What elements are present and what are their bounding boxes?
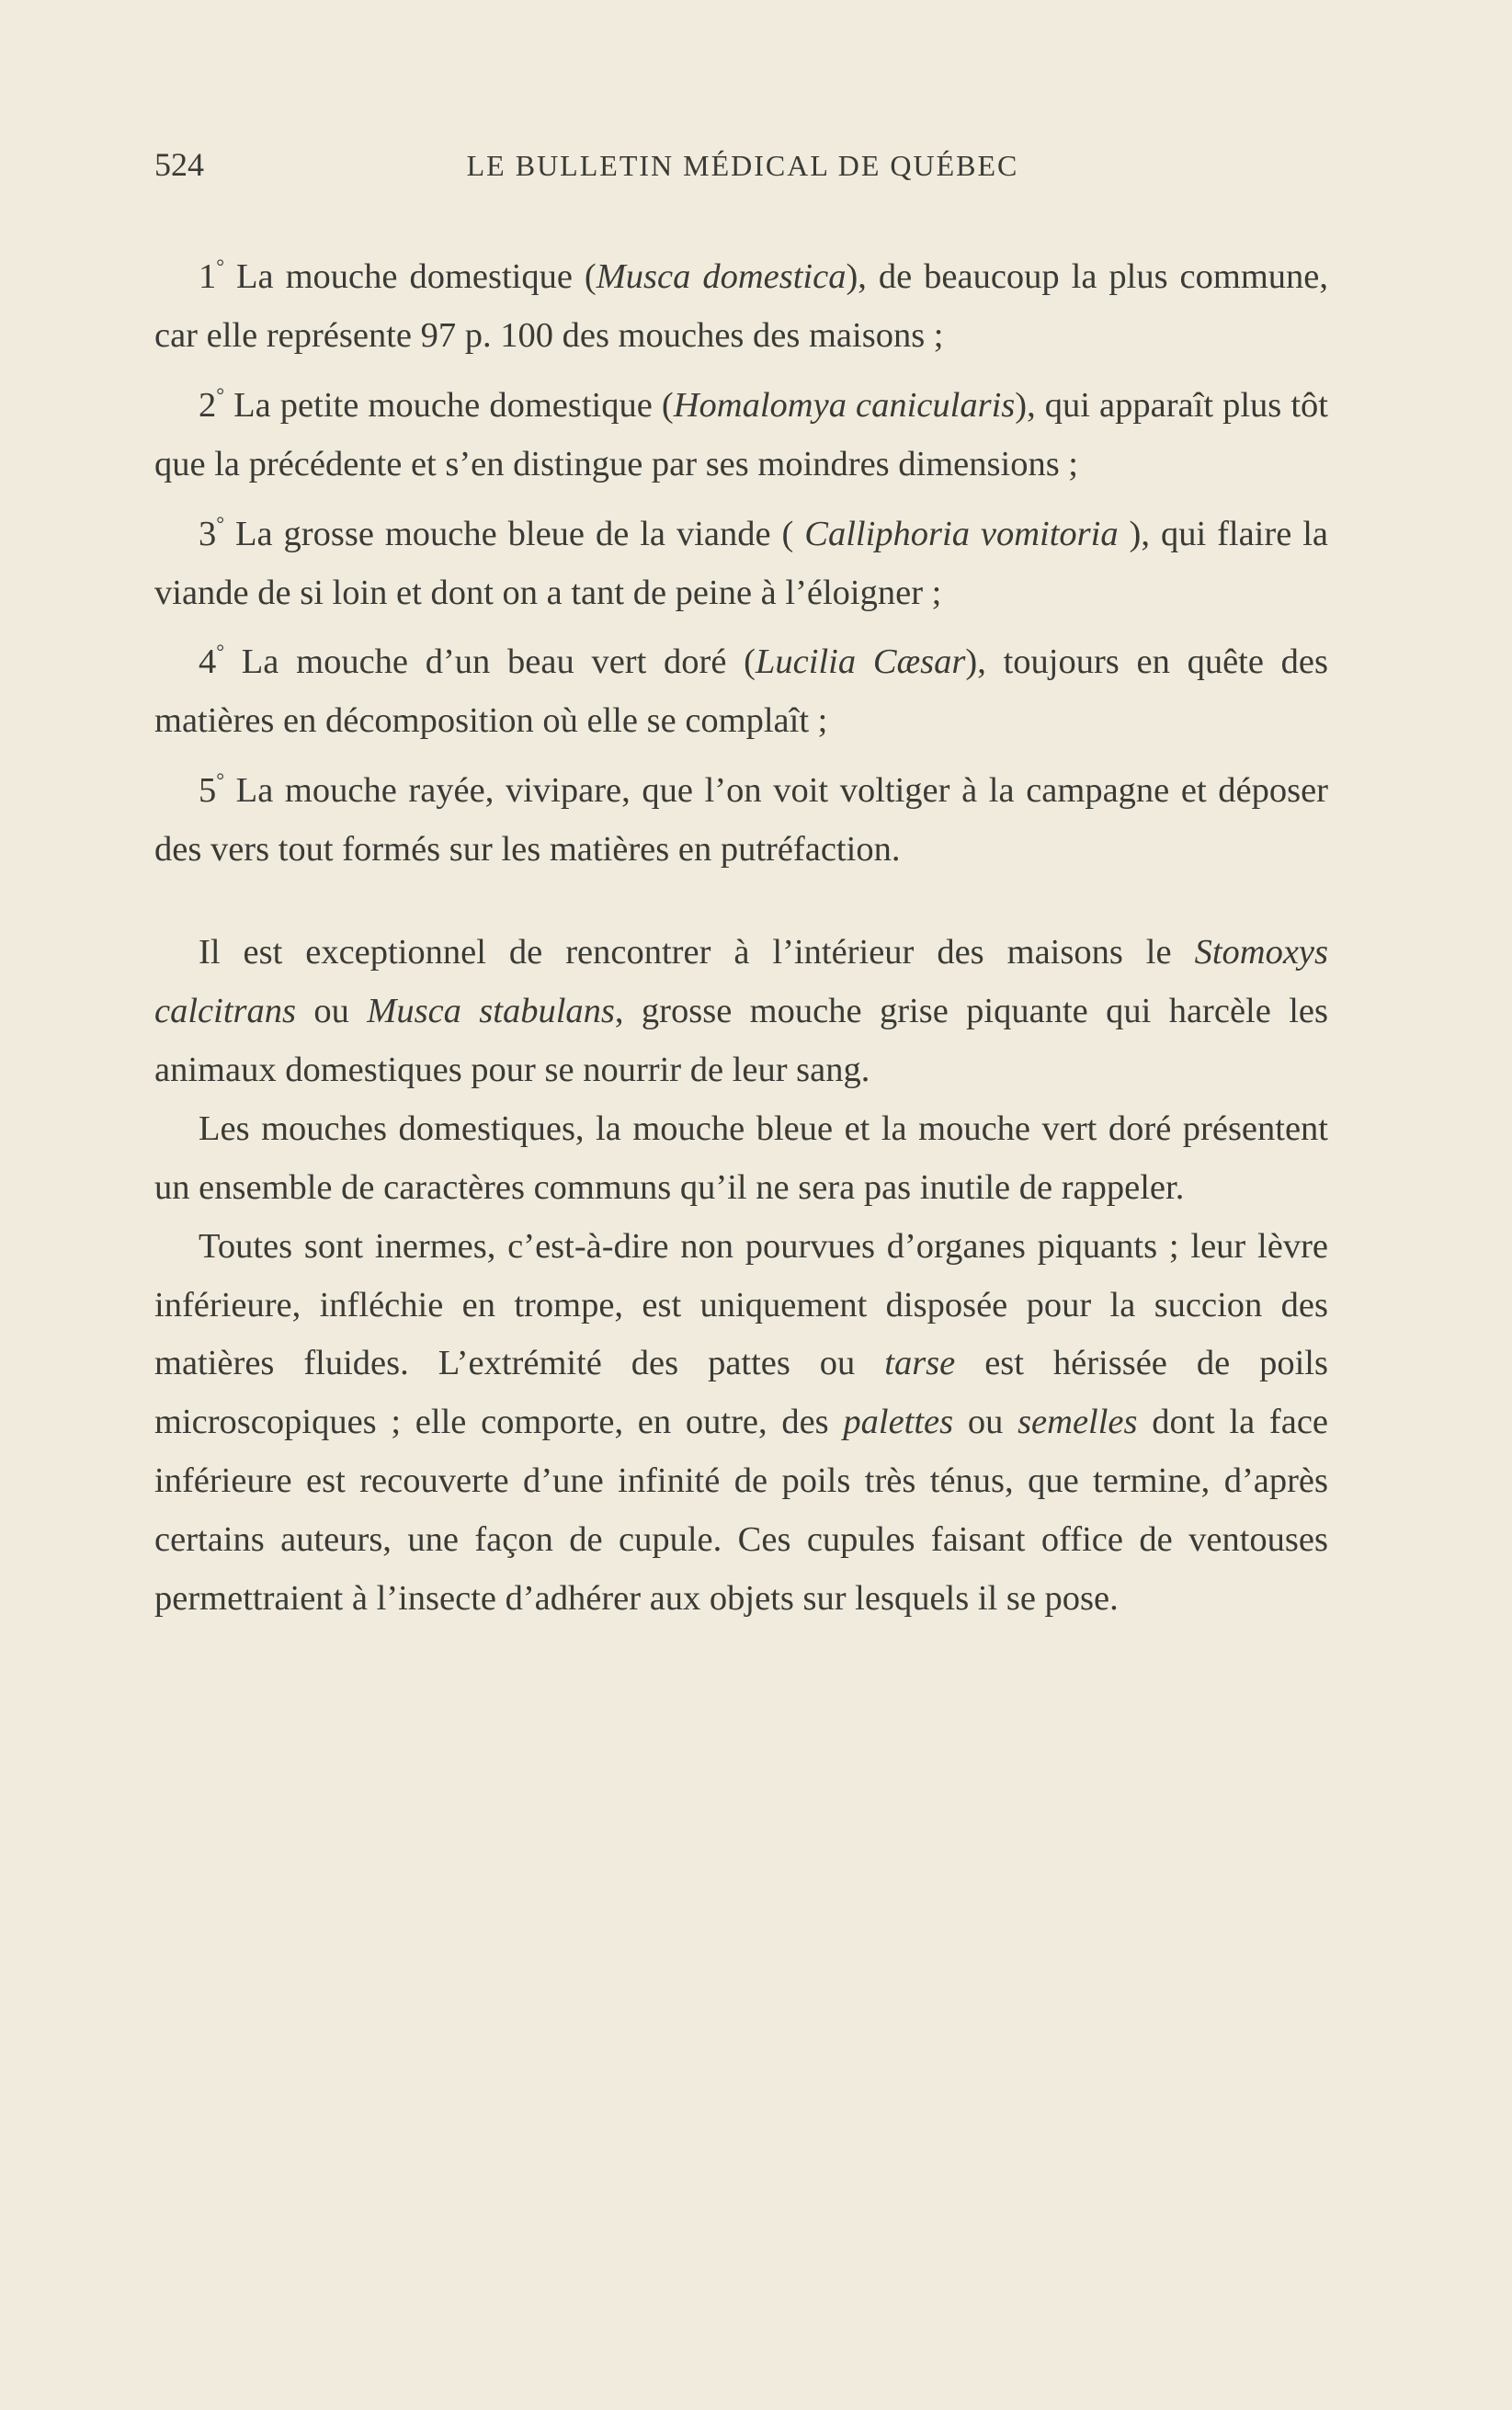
paragraph-common-traits: Les mouches domestiques, la mouche bleue et la mouche vert doré présentent un ensemble de caractères communs qu’il ne sera pas inutile de rappeler. [154,1108,1328,1207]
paragraph-inermes: Toutes sont inermes, c’est-à-dire non pourvues d’organes piquants ; leur lèvre inférieure, infléchie en trompe, est uniquement disposée pour la succion des matières fluides. L’extrémité des pattes ou tarse est hérissée de poils microscopiques ; elle comporte, en outre, des palettes ou semelles dont la face inférieure est recouverte d’une infinité de poils très ténus, que termine, d’après certains auteurs, une façon de cupule. Ces cupules faisant office de ventouses permettraient à l’insecte d’adhérer aux objets sur lesquels il se pose. [154,1226,1328,1619]
page-number: 524 [154,146,204,183]
list-item-1: 1° La mouche domestique (Musca domestica), de beaucoup la plus commune, car elle représente 97 p. 100 des mouches des maisons ; [154,255,1328,355]
paragraph-stomoxys: Il est exceptionnel de rencontrer à l’intérieur des maisons le Stomoxys calcitrans ou Musca stabulans, grosse mouche grise piquante qui harcèle les animaux domestiques pour se nourrir de leur sang. [154,933,1328,1089]
term-semelles: semelles [1017,1403,1138,1442]
term-tarse: tarse [884,1344,956,1383]
species-name: Musca stabulans [367,991,615,1030]
species-name: Calliphoria vomitoria [804,514,1119,553]
species-name: Homalomya canicularis [673,385,1016,425]
species-name: Stomoxys calcitrans [154,933,1328,1030]
list-item-2: 2° La petite mouche domestique (Homalomya canicularis), qui apparaît plus tôt que la précédente et s’en distingue par ses moindres dimensions ; [154,382,1328,483]
species-name: Musca domestica [596,257,847,296]
body-text [154,237,1328,1629]
list-item-3: 3° La grosse mouche bleue de la viande ( Calliphoria vomitoria ), qui flaire la viande de si loin et dont on a tant de peine à l’éloigner ; [154,511,1328,612]
running-title: LE BULLETIN MÉDICAL DE QUÉBEC [466,149,1019,182]
page-header [154,138,1331,193]
list-item-4: 4° La mouche d’un beau vert doré (Lucilia Cæsar), toujours en quête des matières en décomposition où elle se complaît ; [154,640,1329,741]
species-name: Lucilia Cæsar [756,642,966,682]
term-palettes: palettes [843,1403,954,1442]
list-item-5: 5° La mouche rayée, vivipare, que l’on voit voltiger à la campagne et déposer des vers tout formés sur les matières en putréfaction. [154,768,1328,870]
